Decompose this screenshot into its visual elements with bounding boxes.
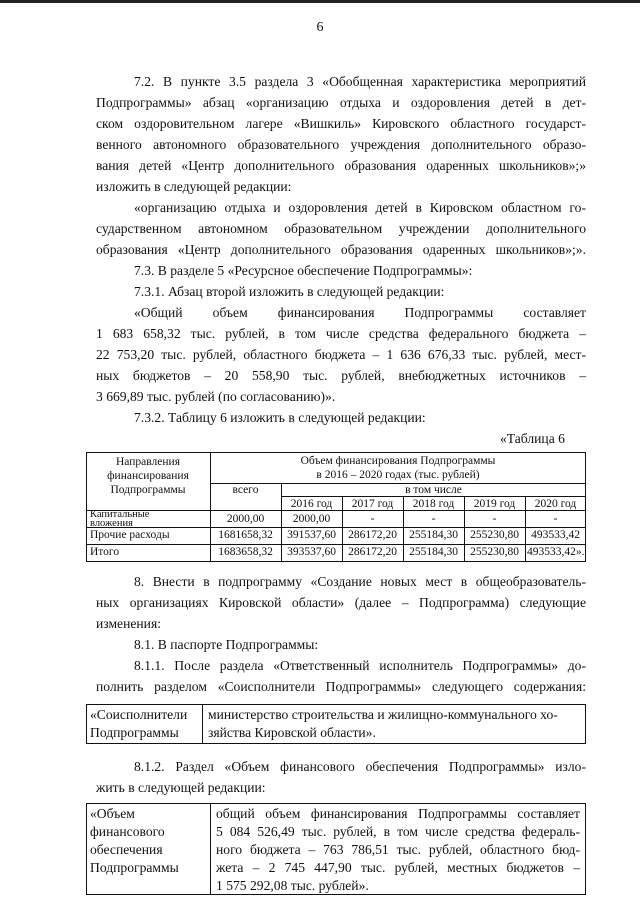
funding-label: финансового <box>90 824 165 839</box>
table-cell: 255184,30 <box>409 546 458 558</box>
paragraph-line: 3 669,89 тыс. рублей (по согласованию)». <box>96 389 336 404</box>
table-header-direction: Направления финансирования Подпрограммы <box>107 456 189 496</box>
coexecutors-label: Подпрограммы <box>90 725 179 740</box>
paragraph-line: жить в следующей редакции: <box>96 780 266 795</box>
paragraph-line: венного автономного образовательного учреждения дополнительного образо- <box>96 137 586 152</box>
top-border-line <box>0 0 640 3</box>
table-cell: 255230,80 <box>470 546 519 558</box>
table-cell: 2000,00 <box>226 513 265 525</box>
table-cell: 286172,20 <box>348 529 397 541</box>
paragraph-line: изложить в следующей редакции: <box>96 179 292 194</box>
table-cell: 391537,60 <box>287 529 336 541</box>
table-header-year: 2020 год <box>534 498 577 510</box>
funding-value: 1 575 292,08 тыс. рублей». <box>216 878 369 893</box>
table-header-year: 2017 год <box>351 498 394 510</box>
paragraph-line: полнить разделом «Соисполнители Подпрограммы» следующего содержания: <box>96 679 586 694</box>
table-cell: 1683658,32 <box>218 546 273 558</box>
paragraph-line: 7.2. В пункте 3.5 раздела 3 «Обобщенная характеристика мероприятий <box>134 74 586 89</box>
table-cell: 255230,80 <box>470 529 519 541</box>
paragraph-line: 8. Внести в подпрограмму «Создание новых мест в общеобразователь- <box>134 574 586 589</box>
table-grid-line <box>210 803 211 895</box>
paragraph-line: вания детей «Центр дополнительного образования одаренных школьников»;» <box>96 158 586 173</box>
table-header-year: 2019 год <box>473 498 516 510</box>
table-header-volume: Объем финансирования Подпрограммы в 2016 – 2020 годах (тыс. рублей) <box>300 455 496 481</box>
paragraph-line: ных бюджетов – 20 558,90 тыс. рублей, внебюджетных источников – <box>96 368 586 383</box>
table-row-label: Прочие расходы <box>90 529 170 541</box>
paragraph-line: 7.3. В разделе 5 «Ресурсное обеспечение Подпрограммы»: <box>134 263 473 278</box>
table-cell: - <box>553 513 558 525</box>
table-cell: 255184,30 <box>409 529 458 541</box>
table-cell: - <box>492 513 497 525</box>
funding-label: «Объем <box>90 806 135 821</box>
funding-label: Подпрограммы <box>90 860 179 875</box>
table-header-total: всего <box>232 484 259 496</box>
page-number: 6 <box>316 20 324 35</box>
table-row-label: Капитальные вложения <box>90 509 150 529</box>
table-row-label: Итого <box>90 546 120 558</box>
paragraph-line: 8.1. В паспорте Подпрограммы: <box>134 637 319 652</box>
table-cell: 1681658,32 <box>218 529 273 541</box>
paragraph-line: 8.1.2. Раздел «Объем финансового обеспечения Подпрограммы» изло- <box>134 759 586 774</box>
paragraph-line: 7.3.2. Таблицу 6 изложить в следующей редакции: <box>134 410 426 425</box>
table-header-year: 2016 год <box>290 498 333 510</box>
paragraph-line: сударственном автономном образовательном учреждении дополнительного <box>96 221 586 236</box>
paragraph-line: 22 753,20 тыс. рублей, областного бюджета – 1 636 676,33 тыс. рублей, мест- <box>96 347 586 362</box>
funding-value: 5 084 526,49 тыс. рублей, в том числе средства федераль- <box>216 824 580 839</box>
paragraph-line: ском оздоровительном лагере «Вишкиль» Кировского областного государст- <box>96 116 586 131</box>
coexecutors-label: «Соисполнители <box>90 707 188 722</box>
paragraph-line: ных организациях Кировской области» (далее – Подпрограмма) следующие <box>96 595 586 610</box>
table-cell: 493533,42 <box>531 529 580 541</box>
paragraph-line: изменения: <box>96 616 161 631</box>
funding-value: жета – 2 745 447,90 тыс. рублей, местных бюджетов – <box>216 860 580 875</box>
table-cell: 493533,42». <box>527 546 585 558</box>
coexecutors-value: зяйства Кировской области». <box>208 725 376 740</box>
paragraph-line: «организацию отдыха и оздоровления детей в Кировском областном го- <box>134 200 586 215</box>
table-label: «Таблица 6 <box>500 431 565 446</box>
paragraph-line: 7.3.1. Абзац второй изложить в следующей редакции: <box>134 284 445 299</box>
funding-value: общий объем финансирования Подпрограммы составляет <box>216 806 580 821</box>
table-header-including: в том числе <box>405 484 462 496</box>
paragraph-line: «Общий объем финансирования Подпрограммы составляет <box>134 305 586 320</box>
paragraph-line: 1 683 658,32 тыс. рублей, в том числе средства федерального бюджета – <box>96 326 586 341</box>
table-grid-line <box>202 704 203 744</box>
funding-label: обеспечения <box>90 842 163 857</box>
paragraph-line: Подпрограммы» абзац «организацию отдыха и оздоровления детей в дет- <box>96 95 586 110</box>
paragraph-line: 8.1.1. После раздела «Ответственный исполнитель Подпрограммы» до- <box>134 658 586 673</box>
table-cell: 2000,00 <box>292 513 331 525</box>
table-cell: 286172,20 <box>348 546 397 558</box>
coexecutors-value: министерство строительства и жилищно-коммунального хо- <box>208 707 558 722</box>
paragraph-line: образования «Центр дополнительного образования одаренных школьников»;». <box>96 242 586 257</box>
table-header-year: 2018 год <box>412 498 455 510</box>
table-cell: - <box>370 513 375 525</box>
table-cell: - <box>431 513 436 525</box>
table-cell: 393537,60 <box>287 546 336 558</box>
funding-value: ного бюджета – 763 786,51 тыс. рублей, областного бюд- <box>216 842 580 857</box>
